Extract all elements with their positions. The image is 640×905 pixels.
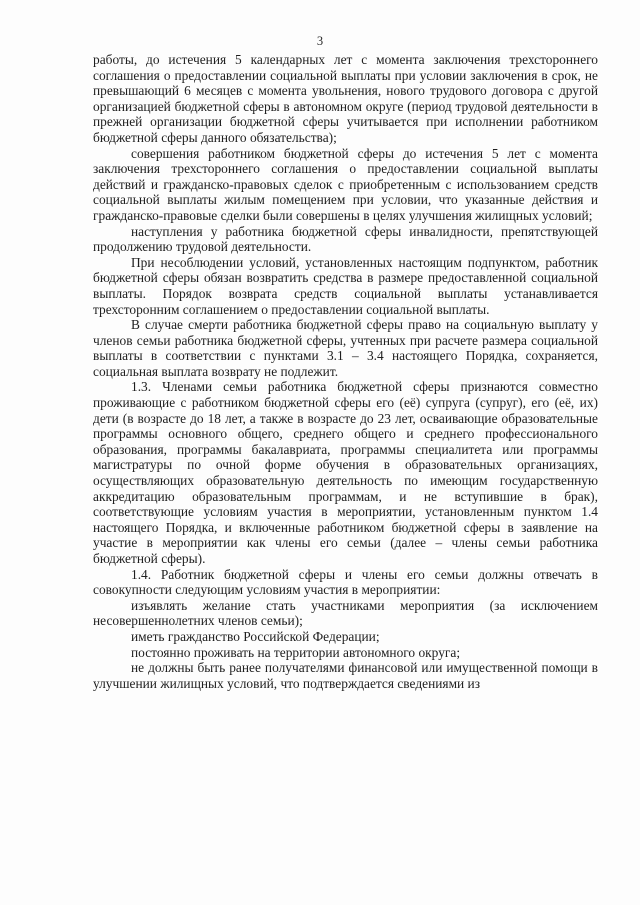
paragraph-condition-citizenship: иметь гражданство Российской Федерации;: [131, 628, 380, 644]
paragraph-condition-disability: наступления у работника бюджетной сферы инвалидности, препятствующей продолжению трудовой деятельности.: [93, 223, 598, 255]
paragraph-1-3-family-members: 1.3. Членами семьи работника бюджетной сферы признаются совместно проживающие с работником бюджетной сферы его (её) супруга (супруг), его (её, их) дети (в возрасте до 18 лет, а также в возрасте до 23 лет, осваивающие образовательные программы основного общего, среднего общего и среднего профессионального образования, программы бакалавриата, программы специалитета или программы магистратуры по очной форме обучения в образовательных организациях, осуществляющих образовательную деятельность по имеющим государственную аккредитацию образовательным программам, и не вступившие в брак), соответствующие условиям участия в мероприятии, установленным пунктом 1.4 настоящего Порядка, и включенные работником бюджетной сферы в заявление на участие в мероприятии как члены его семьи (далее – члены семьи работника бюджетной сферы).: [93, 379, 598, 566]
paragraph-1-4-conditions: 1.4. Работник бюджетной сферы и члены его семьи должны отвечать в совокупности следующим условиям участия в мероприятии:: [93, 566, 598, 598]
page-number: 3: [316, 34, 324, 48]
paragraph-condition-residence: постоянно проживать на территории автономного округа;: [131, 644, 461, 660]
paragraph-death-case: В случае смерти работника бюджетной сферы право на социальную выплату у членов семьи работника бюджетной сферы, учтенных при расчете размера социальной выплаты в соответствии с пунктами 3.1 – 3.4 настоящего Порядка, сохраняется, социальная выплата возврату не подлежит.: [93, 317, 598, 379]
paragraph-refund-obligation: При несоблюдении условий, установленных настоящим подпунктом, работник бюджетной сферы обязан возвратить средства в размере предоставленной социальной выплаты. Порядок возврата средств социальной выплаты устанавливается трехсторонним соглашением о предоставлении социальной выплаты.: [93, 254, 598, 317]
document-body: [93, 52, 598, 691]
paragraph-condition-deals: совершения работником бюджетной сферы до истечения 5 лет с момента заключения трехстороннего соглашения о предоставлении социальной выплаты действий и гражданско-правовых сделок с приобретенным с использованием средств социальной выплаты жилым помещением при условии, что указанные действия и гражданско-правовые сделки были совершены в целях улучшения жилищных условий;: [93, 145, 598, 223]
paragraph-continuation: работы, до истечения 5 календарных лет с момента заключения трехстороннего соглашения о предоставлении социальной выплаты при условии заключения в срок, не превышающий 6 месяцев с момента увольнения, нового трудового договора с другой организацией бюджетной сферы в автономном округе (период трудовой деятельности в прежней организации бюджетной сферы учитывается при исполнении работником бюджетной сферы данного обязательства);: [93, 52, 598, 145]
paragraph-condition-willingness: изъявлять желание стать участниками мероприятия (за исключением несовершеннолетних членов семьи);: [93, 597, 598, 629]
paragraph-condition-no-prior-aid: не должны быть ранее получателями финансовой или имущественной помощи в улучшении жилищных условий, что подтверждается сведениями из: [93, 660, 598, 691]
